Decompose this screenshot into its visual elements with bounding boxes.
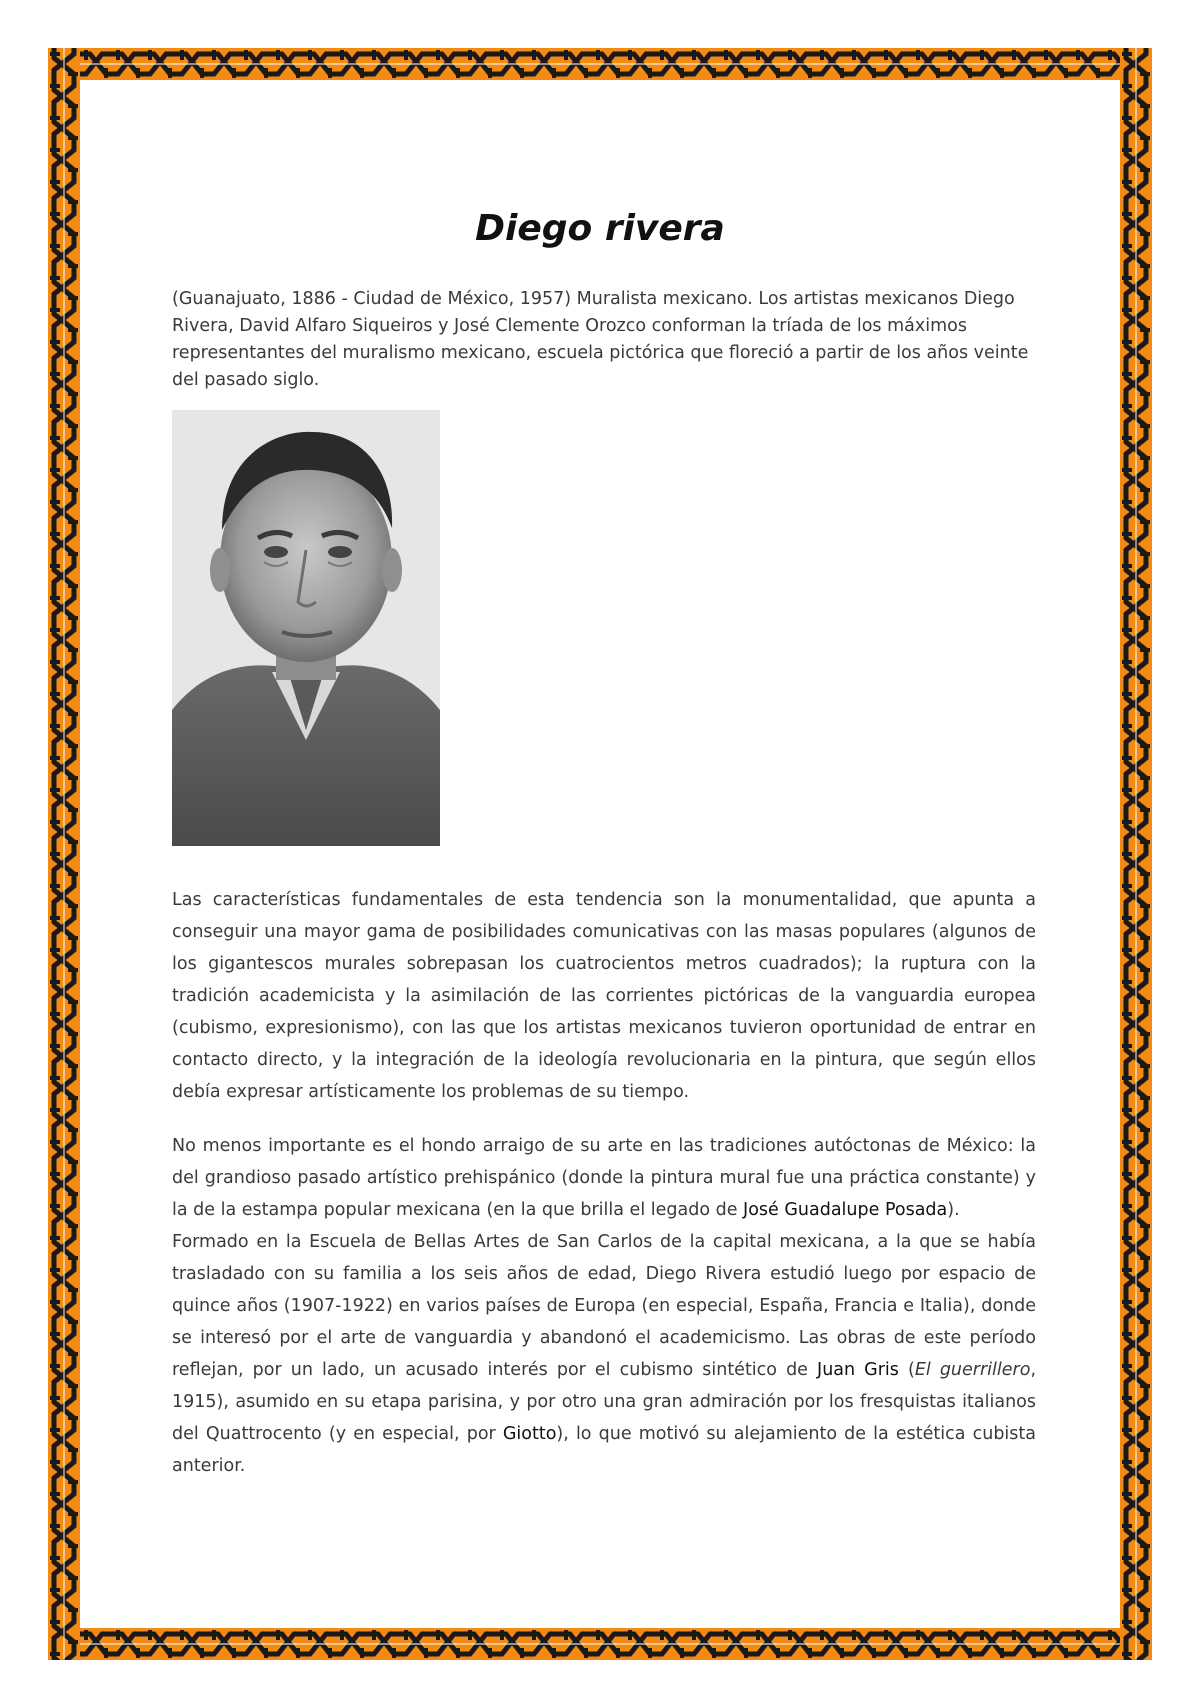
- frame-border-right: [1120, 48, 1152, 1660]
- knot-pattern-right: [1120, 48, 1152, 1660]
- portrait-photo-icon: [172, 410, 440, 846]
- artwork-title-el-guerrillero: El guerrillero: [914, 1360, 1031, 1380]
- frame-border-bottom: [48, 1628, 1152, 1660]
- frame-border-left: [48, 48, 80, 1660]
- frame-border-top: [48, 48, 1152, 80]
- page-title: Diego rivera: [475, 208, 725, 249]
- knot-pattern-top: [48, 48, 1152, 80]
- paragraph-roots-text: No menos importante es el hondo arraigo de su arte en las tradiciones autóctonas de México: la del grandioso pasado artístico prehispánico (donde la pintura mural fue una práctica constante) y la de la estampa popular mexicana (en la que brilla el legado de: [172, 1136, 1036, 1220]
- paragraph-roots-and-training: [172, 1130, 1036, 1482]
- portrait-photo: [172, 410, 440, 846]
- paragraph-training-text: Formado en la Escuela de Bellas Artes de San Carlos de la capital mexicana, a la que se había trasladado con su familia a los seis años de edad, Diego Rivera estudió luego por espacio de quince años (1907-1922) en varios países de Europa (en especial, España, Francia e Italia), donde se interesó por el arte de vanguardia y abandonó el academicismo. Las obras de este período reflejan, por un lado, un acusado interés por el cubismo sintético de: [172, 1232, 1036, 1380]
- paragraph-training-paren: (: [898, 1360, 915, 1380]
- link-juan-gris[interactable]: Juan Gris: [817, 1360, 899, 1380]
- intro-paragraph: (Guanajuato, 1886 - Ciudad de México, 1957) Muralista mexicano. Los artistas mexicanos Diego Rivera, David Alfaro Siqueiros y José Clemente Orozco conforman la tríada de los máximos representantes del muralismo mexicano, escuela pictórica que floreció a partir de los años veinte del pasado siglo.: [172, 289, 1029, 390]
- knot-pattern-left: [48, 48, 80, 1660]
- paragraph-training-end: ), lo que motivó su alejamiento de la estética cubista anterior.: [172, 1424, 1036, 1476]
- link-giotto[interactable]: Giotto: [502, 1424, 557, 1444]
- knot-pattern-bottom: [48, 1628, 1152, 1660]
- link-jose-guadalupe-posada[interactable]: José Guadalupe Posada: [743, 1200, 948, 1220]
- paragraph-roots-end: ).: [947, 1200, 960, 1220]
- paragraph-training-mid: , 1915), asumido en su etapa parisina, y por otro una gran admiración por los fresquistas italianos del Quattrocento (y en especial, por: [172, 1360, 1037, 1444]
- paragraph-characteristics: Las características fundamentales de esta tendencia son la monumentalidad, que apunta a conseguir una mayor gama de posibilidades comunicativas con las masas populares (algunos de los gigantescos murales sobrepasan los cuatrocientos metros cuadrados); la ruptura con la tradición academicista y la asimilación de las corrientes pictóricas de la vanguardia europea (cubismo, expresionismo), con las que los artistas mexicanos tuvieron oportunidad de entrar en contacto directo, y la integración de la ideología revolucionaria en la pintura, que según ellos debía expresar artísticamente los problemas de su tiempo.: [172, 890, 1036, 1102]
